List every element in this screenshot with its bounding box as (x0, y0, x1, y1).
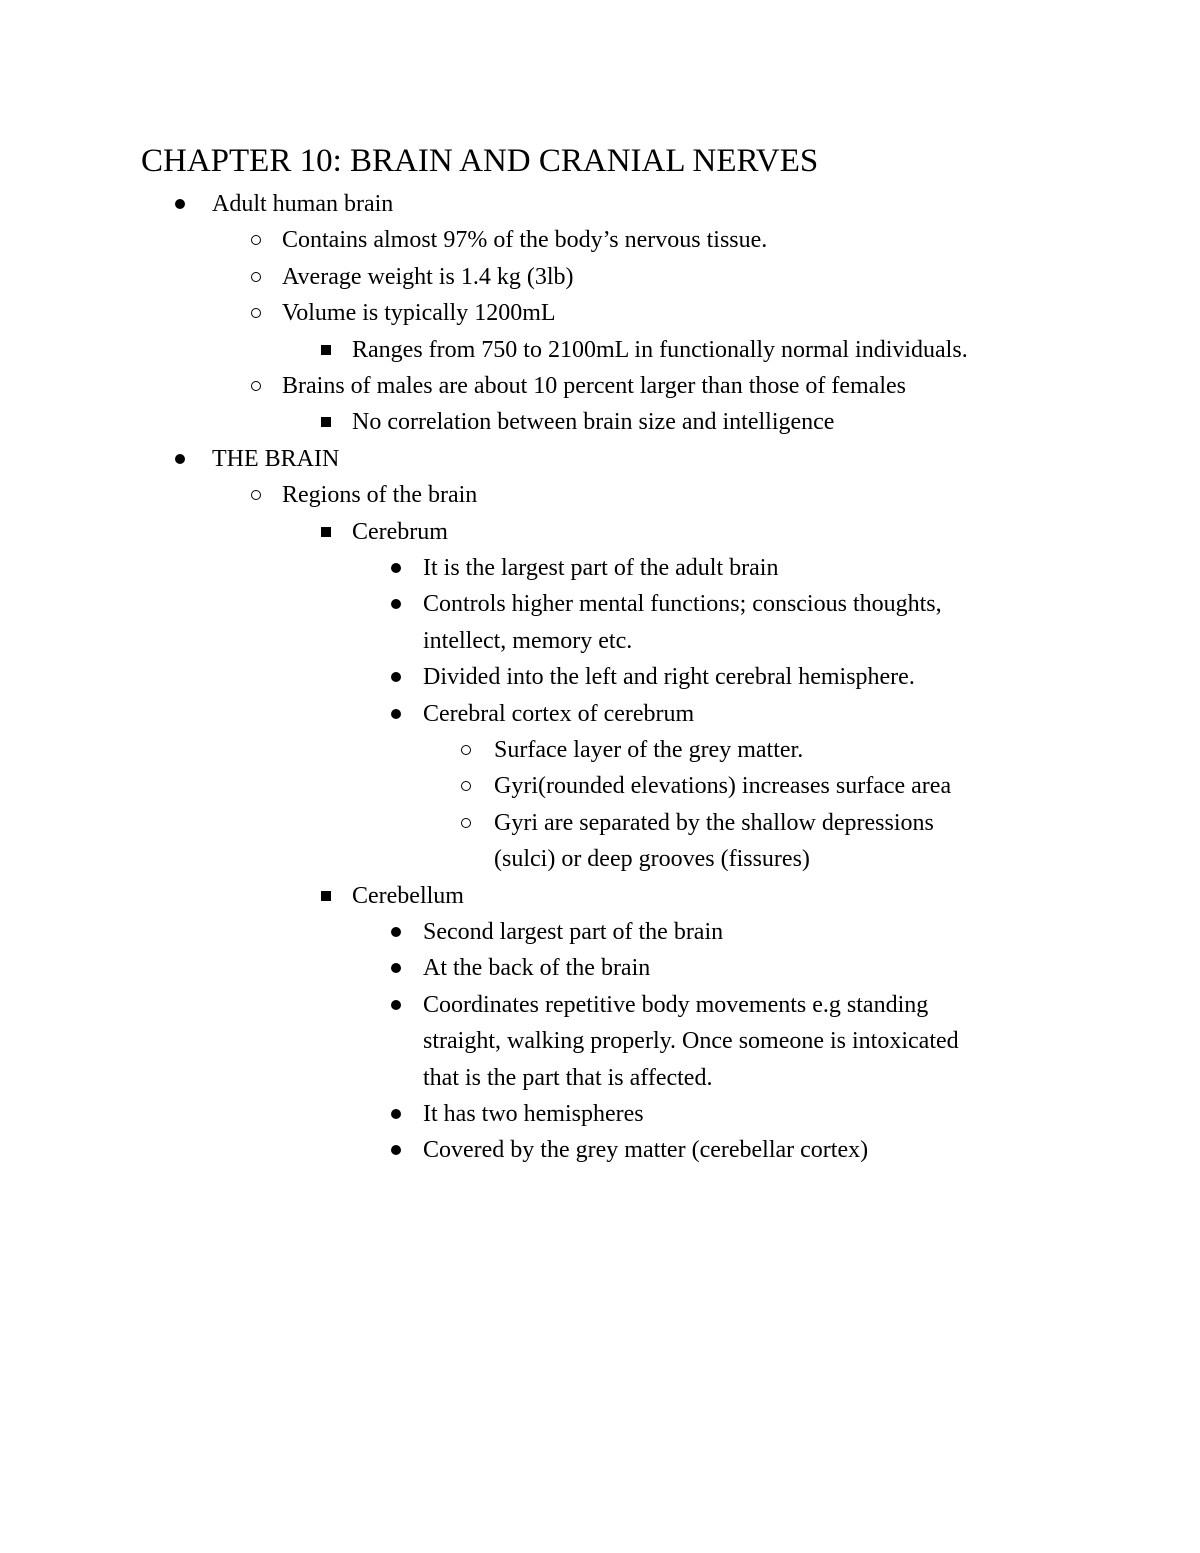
bullet-circle-icon (246, 477, 266, 513)
bullet-circle-icon (456, 732, 476, 768)
outline-item-text: Gyri(rounded elevations) increases surface area (494, 773, 952, 799)
bullet-square-icon (316, 514, 336, 550)
outline-item-text: At the back of the brain (423, 955, 651, 981)
bullet-disc-icon (386, 586, 406, 622)
bullet-circle-icon (456, 768, 476, 804)
outline-item-text: It is the largest part of the adult brain (423, 555, 779, 581)
outline-item-text: Coordinates repetitive body movements e.g standing (423, 992, 929, 1018)
bullet-disc-icon (386, 550, 406, 586)
outline-item-text: Regions of the brain (282, 482, 478, 508)
outline-item-text: Divided into the left and right cerebral hemisphere. (423, 664, 915, 690)
outline-item-text: Cerebral cortex of cerebrum (423, 701, 695, 727)
outline-item-text: Cerebrum (352, 519, 448, 545)
bullet-disc-icon (386, 659, 406, 695)
outline-item-text: intellect, memory etc. (423, 628, 633, 654)
outline-item-text: Cerebellum (352, 883, 464, 909)
bullet-circle-icon (456, 805, 476, 841)
bullet-disc-icon (386, 1096, 406, 1132)
outline-item-text: Adult human brain (212, 191, 394, 217)
outline-item-text: (sulci) or deep grooves (fissures) (494, 846, 810, 872)
bullet-circle-icon (246, 368, 266, 404)
outline-item-text: THE BRAIN (212, 446, 340, 472)
bullet-square-icon (316, 404, 336, 440)
outline-item-text: Brains of males are about 10 percent larger than those of females (282, 373, 906, 399)
bullet-circle-icon (246, 259, 266, 295)
chapter-title: CHAPTER 10: BRAIN AND CRANIAL NERVES (141, 143, 819, 179)
bullet-square-icon (316, 332, 336, 368)
bullet-disc-icon (386, 914, 406, 950)
outline-item-text: Ranges from 750 to 2100mL in functionally normal individuals. (352, 337, 968, 363)
outline-item-text: No correlation between brain size and intelligence (352, 409, 835, 435)
bullet-disc-icon (170, 441, 190, 477)
outline-item-text: Contains almost 97% of the body’s nervous tissue. (282, 227, 768, 253)
outline-item-text: Second largest part of the brain (423, 919, 724, 945)
bullet-disc-icon (170, 186, 190, 222)
bullet-square-icon (316, 878, 336, 914)
outline-item-text: Gyri are separated by the shallow depressions (494, 810, 934, 836)
bullet-disc-icon (386, 1132, 406, 1168)
bullet-disc-icon (386, 696, 406, 732)
outline-item-text: Volume is typically 1200mL (282, 300, 556, 326)
outline-item-text: Controls higher mental functions; conscious thoughts, (423, 591, 942, 617)
outline-item-text: Average weight is 1.4 kg (3lb) (282, 264, 574, 290)
outline-item-text: It has two hemispheres (423, 1101, 644, 1127)
bullet-disc-icon (386, 987, 406, 1023)
outline-item-text: Covered by the grey matter (cerebellar cortex) (423, 1137, 869, 1163)
outline-item-text: straight, walking properly. Once someone is intoxicated (423, 1028, 959, 1054)
bullet-disc-icon (386, 950, 406, 986)
outline-item-text: that is the part that is affected. (423, 1065, 713, 1091)
bullet-circle-icon (246, 295, 266, 331)
outline-item-text: Surface layer of the grey matter. (494, 737, 804, 763)
bullet-circle-icon (246, 222, 266, 258)
